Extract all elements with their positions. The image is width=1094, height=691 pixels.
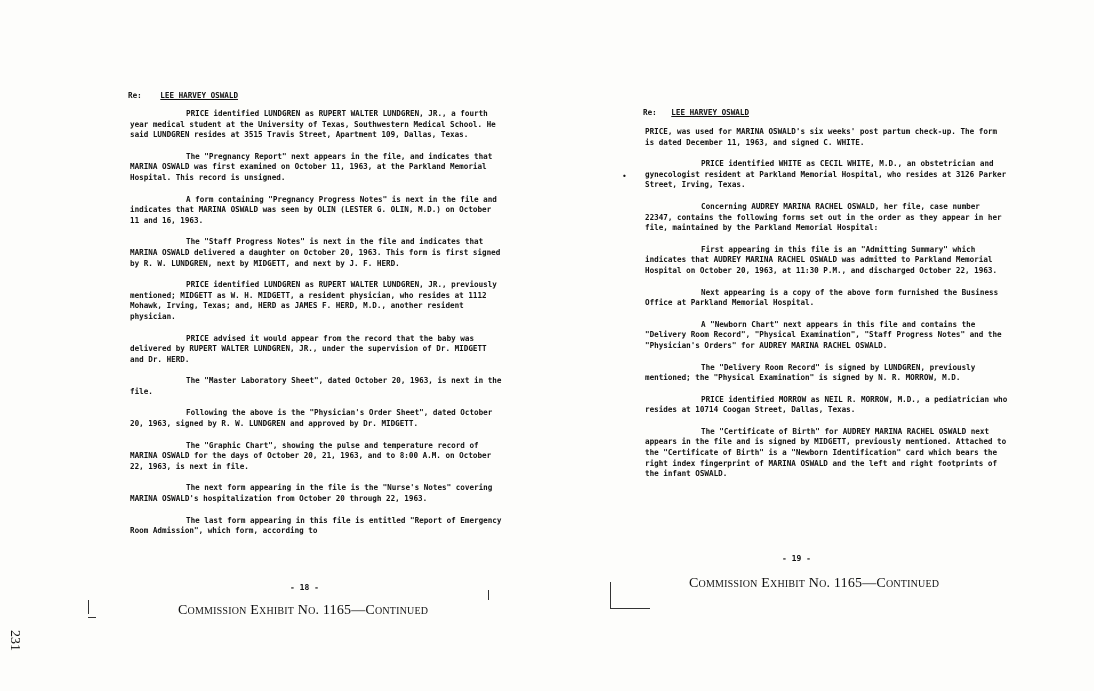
scan-mark (488, 590, 489, 600)
exhibit-caption-left: Commission Exhibit No. 1165—Continued (178, 603, 429, 618)
page-number-right: - 19 - (782, 554, 811, 563)
paragraph: Concerning AUDREY MARINA RACHEL OSWALD, her file, case number 22347, contains the following forms set out in the order as they appear in her file, maintained by the Parkland Memorial Hospital: (645, 201, 1002, 233)
paragraph: The "Master Laboratory Sheet", dated October 20, 1963, is next in the file. (130, 376, 502, 396)
paragraph: PRICE identified MORROW as NEIL R. MORROW, M.D., a pediatrician who resides at 10714 Coogan Street, Dallas, Texas. (645, 394, 1008, 415)
scan-mark (610, 582, 611, 608)
re-prefix: Re: (643, 108, 657, 117)
paragraph: The "Graphic Chart", showing the pulse and temperature record of MARINA OSWALD for the days of October 20, 21, 1963, and to 8:00 A.M. on October 22, 1963, is next in file. (130, 440, 492, 471)
re-heading-left (128, 91, 238, 100)
exhibit-caption-right: Commission Exhibit No. 1165—Continued (689, 576, 940, 591)
scan-mark (88, 617, 96, 618)
paragraph: The "Pregnancy Report" next appears in the file, and indicates that MARINA OSWALD was first examined on October 11, 1963, at the Parkland Memorial Hospital. This record is unsigned. (130, 151, 493, 182)
scan-mark (88, 600, 89, 614)
paragraph: The "Certificate of Birth" for AUDREY MARINA RACHEL OSWALD next appears in the file and is signed by MIDGETT, previously mentioned. Attached to the "Certificate of Birth" is a "Newborn Identification" card which bears the right index fingerprint of MARINA OSWALD and the left and right footprints of the infant OSWALD. (645, 426, 1007, 479)
paragraph: The "Delivery Room Record" is signed by LUNDGREN, previously mentioned; the "Physical Examination" is signed by N. R. MORROW, M.D. (645, 362, 976, 383)
paragraph: The last form appearing in this file is entitled "Report of Emergency Room Admission", which form, according to (130, 515, 502, 536)
scan-mark: • (622, 172, 627, 181)
paragraph: PRICE identified LUNDGREN as RUPERT WALTER LUNDGREN, JR., a fourth year medical student at the University of Texas, Southwestern Medical School. He said LUNDGREN resides at 3515 Travis Street, Apartment 109, Dallas, Texas. (130, 109, 496, 140)
re-subject: LEE HARVEY OSWALD (671, 108, 750, 117)
volume-page-number: 231 (7, 630, 22, 651)
paragraph: Following the above is the "Physician's Order Sheet", dated October 20, 1963, signed by R. W. LUNDGREN and approved by Dr. MIDGETT. (130, 408, 493, 429)
paragraph: PRICE, was used for MARINA OSWALD's six weeks' post partum check-up. The form is dated December 11, 1963, and signed C. WHITE. (645, 127, 998, 147)
scan-mark (610, 608, 650, 609)
re-heading-right (643, 108, 749, 117)
re-subject: LEE HARVEY OSWALD (160, 91, 239, 100)
paragraph: First appearing in this file is an "Admitting Summary" which indicates that AUDREY MARINA RACHEL OSWALD was admitted to Parkland Memorial Hospital on October 20, 1963, at 11:30 P.M., and discharged October 22, 1963. (645, 244, 998, 275)
paragraph: The "Staff Progress Notes" is next in the file and indicates that MARINA OSWALD delivered a daughter on October 20, 1963. This form is first signed by R. W. LUNDGREN, next by MIDGETT, and next by J. F. HERD. (130, 237, 501, 268)
paragraph: A "Newborn Chart" next appears in this file and contains the "Delivery Room Record", "Physical Examination", "Staff Progress Notes" and the "Physician's Orders" for AUDREY MARINA RACHEL OSWALD. (645, 319, 1002, 350)
paragraph: PRICE advised it would appear from the record that the baby was delivered by RUPERT WALTER LUNDGREN, JR., under the supervision of Dr. MIDGETT and Dr. HERD. (130, 333, 487, 364)
right-body (645, 127, 1009, 480)
left-body (130, 109, 502, 537)
paragraph: PRICE identified LUNDGREN as RUPERT WALTER LUNDGREN, JR., previously mentioned; MIDGETT as W. H. MIDGETT, a resident physician, who resides at 1112 Mohawk, Irving, Texas; and, HERD as JAMES F. HERD, M.D., another resident physician. (130, 280, 497, 321)
re-prefix: Re: (128, 91, 142, 100)
paragraph: PRICE identified WHITE as CECIL WHITE, M.D., an obstetrician and gynecologist resident at Parkland Memorial Hospital, who resides at 3126 Parker Street, Irving, Texas. (645, 159, 1007, 190)
paragraph: A form containing "Pregnancy Progress Notes" is next in the file and indicates that MARINA OSWALD was seen by OLIN (LESTER G. OLIN, M.D.) on October 11 and 16, 1963. (130, 194, 497, 225)
page-number-left: - 18 - (290, 583, 319, 592)
right-page (548, 0, 1094, 691)
paragraph: The next form appearing in the file is the "Nurse's Notes" covering MARINA OSWALD's hospitalization from October 20 through 22, 1963. (130, 483, 493, 504)
paragraph: Next appearing is a copy of the above form furnished the Business Office at Parkland Memorial Hospital. (645, 287, 999, 308)
